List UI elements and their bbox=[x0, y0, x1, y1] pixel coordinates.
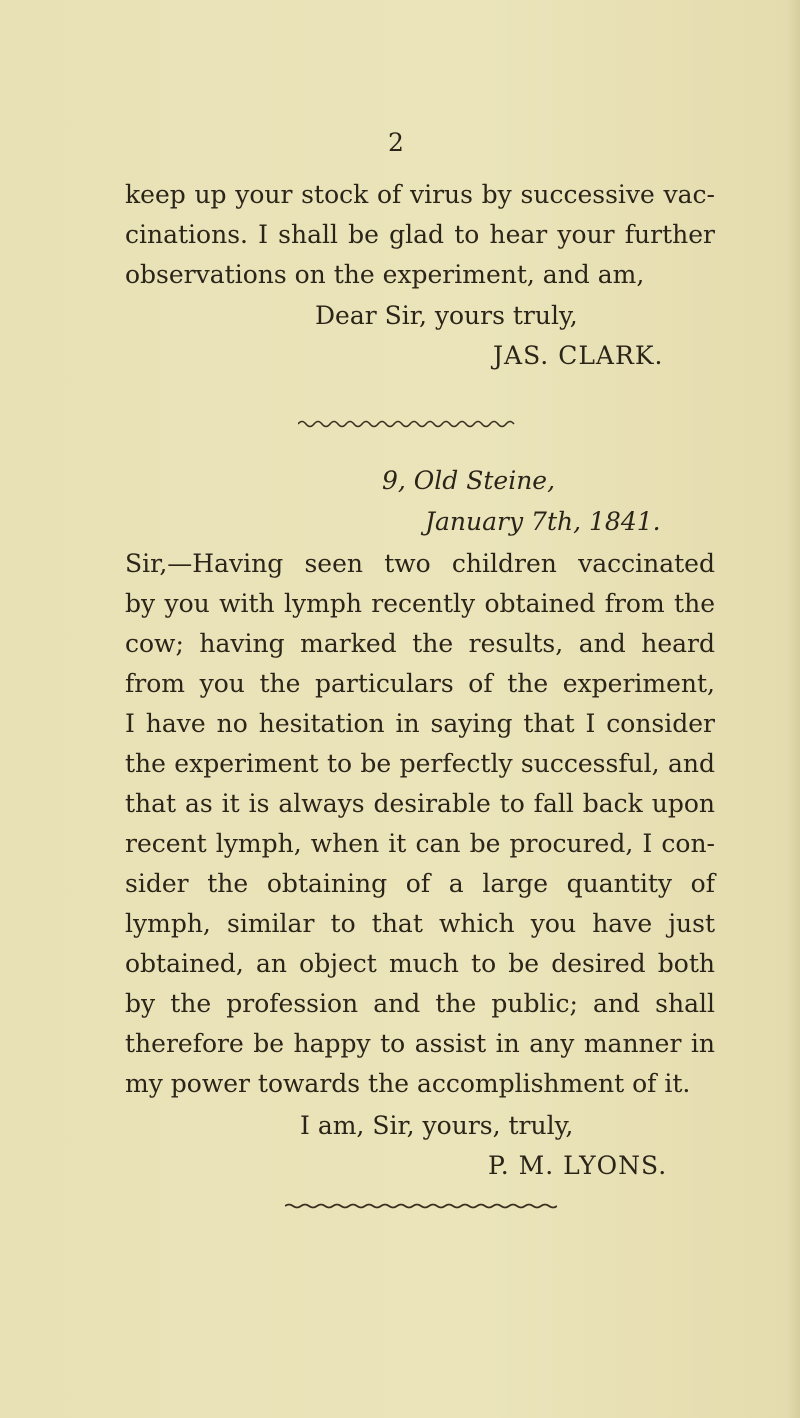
text-line: by you with lymph recently obtained from the bbox=[125, 589, 715, 618]
text-line: my power towards the accomplishment of it. bbox=[125, 1069, 691, 1098]
text-line: therefore be happy to assist in any manner in bbox=[125, 1029, 715, 1058]
text-line: lymph, similar to that which you have just bbox=[125, 909, 715, 938]
text-line: sider the obtaining of a large quantity of bbox=[125, 869, 715, 898]
text-line: I have no hesitation in saying that I consider bbox=[125, 709, 715, 738]
text-line: obtained, an object much to be desired both bbox=[125, 949, 715, 978]
text-line: Sir,—Having seen two children vaccinated bbox=[125, 549, 715, 578]
wavy-divider bbox=[285, 1201, 557, 1211]
page-number: 2 bbox=[388, 128, 404, 157]
text-line: that as it is always desirable to fall back upon bbox=[125, 789, 715, 818]
text-line: observations on the experiment, and am, bbox=[125, 260, 645, 289]
text-line: the experiment to be perfectly successful, and bbox=[125, 749, 715, 778]
letter-closing: I am, Sir, yours, truly, bbox=[300, 1111, 574, 1140]
address-line: 9, Old Steine, bbox=[382, 466, 556, 495]
wavy-divider bbox=[298, 418, 516, 428]
signature-lyons: P. M. LYONS. bbox=[488, 1151, 668, 1180]
text-line: keep up your stock of virus by successive vac- bbox=[125, 180, 715, 209]
date-line: January 7th, 1841. bbox=[425, 507, 661, 536]
text-line: cow; having marked the results, and heard bbox=[125, 629, 715, 658]
text-line: recent lymph, when it can be procured, I con- bbox=[125, 829, 715, 858]
text-line: from you the particulars of the experiment, bbox=[125, 669, 715, 698]
text-line: cinations. I shall be glad to hear your further bbox=[125, 220, 715, 249]
letter-closing: Dear Sir, yours truly, bbox=[315, 301, 578, 330]
page-edge-shadow bbox=[786, 0, 800, 1418]
text-line: by the profession and the public; and shall bbox=[125, 989, 715, 1018]
signature-clark: JAS. CLARK. bbox=[493, 341, 664, 370]
